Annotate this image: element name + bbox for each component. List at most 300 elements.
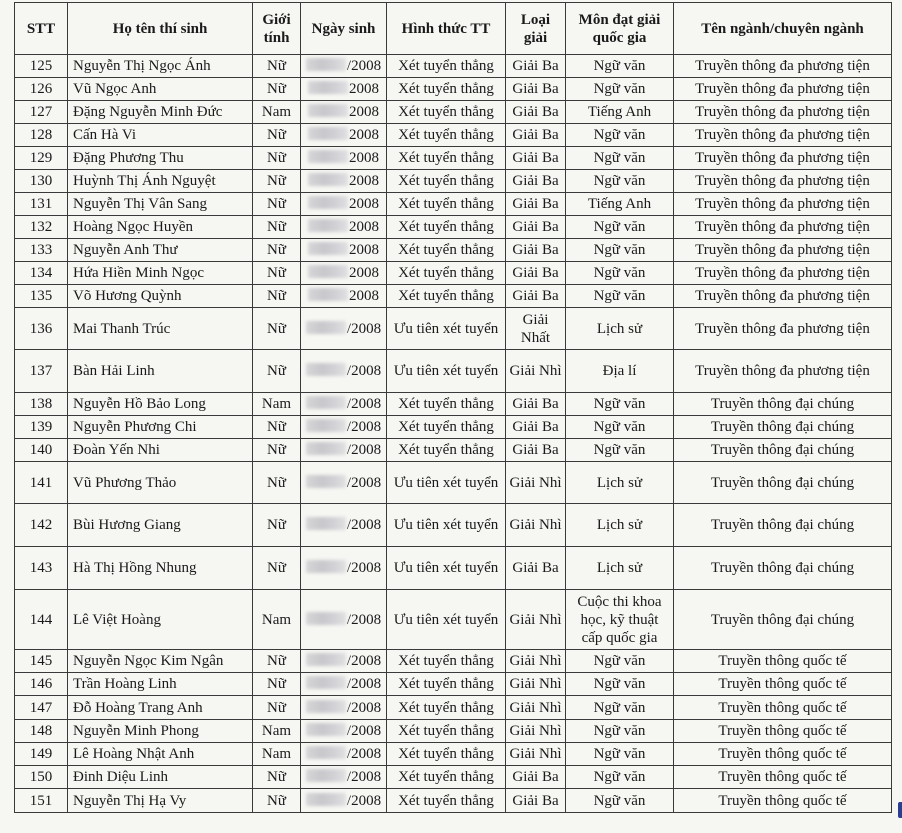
dob-year: 2008 (349, 219, 379, 235)
row-prize: Giải Nhì (506, 590, 566, 650)
row-method: Xét tuyển thẳng (387, 393, 506, 416)
row-major: Truyền thông đa phương tiện (674, 308, 892, 350)
row-dob (301, 285, 387, 308)
row-subject: Ngữ văn (566, 216, 674, 239)
table-row (15, 789, 892, 813)
row-method: Xét tuyển thẳng (387, 720, 506, 743)
redacted-date (306, 723, 346, 736)
redacted-date (306, 475, 346, 488)
row-stt: 133 (15, 239, 68, 262)
row-method: Ưu tiên xét tuyển (387, 462, 506, 504)
row-prize: Giải Ba (506, 124, 566, 147)
header-gender: Giới tính (253, 3, 301, 55)
row-gender: Nữ (253, 504, 301, 547)
row-method: Xét tuyển thẳng (387, 285, 506, 308)
table-row (15, 547, 892, 590)
row-dob (301, 78, 387, 101)
row-prize: Giải Ba (506, 547, 566, 590)
row-prize: Giải Nhì (506, 504, 566, 547)
redacted-date (308, 242, 348, 255)
redacted-date (308, 127, 348, 140)
row-method: Xét tuyển thẳng (387, 239, 506, 262)
row-subject: Ngữ văn (566, 743, 674, 766)
header-name: Họ tên thí sinh (68, 3, 253, 55)
row-name: Nguyễn Phương Chi (68, 416, 253, 439)
row-stt: 142 (15, 504, 68, 547)
row-prize: Giải Nhất (506, 308, 566, 350)
row-major: Truyền thông quốc tế (674, 789, 892, 813)
row-prize: Giải Ba (506, 789, 566, 813)
row-prize: Giải Ba (506, 239, 566, 262)
row-dob (301, 239, 387, 262)
row-subject: Ngữ văn (566, 170, 674, 193)
row-prize: Giải Ba (506, 147, 566, 170)
row-subject: Tiếng Anh (566, 101, 674, 124)
row-major: Truyền thông đa phương tiện (674, 262, 892, 285)
row-method: Xét tuyển thẳng (387, 416, 506, 439)
row-stt: 145 (15, 650, 68, 673)
row-method: Ưu tiên xét tuyển (387, 504, 506, 547)
redacted-date (306, 700, 346, 713)
row-name: Hứa Hiền Minh Ngọc (68, 262, 253, 285)
row-prize: Giải Nhì (506, 696, 566, 720)
dob-year: /2008 (346, 419, 382, 435)
redacted-date (306, 517, 346, 530)
dob-year: /2008 (346, 653, 382, 669)
row-name: Trần Hoàng Linh (68, 673, 253, 696)
row-dob (301, 439, 387, 462)
row-stt: 135 (15, 285, 68, 308)
row-subject: Ngữ văn (566, 650, 674, 673)
row-prize: Giải Nhì (506, 350, 566, 393)
row-gender: Nữ (253, 239, 301, 262)
row-stt: 140 (15, 439, 68, 462)
row-gender: Nữ (253, 439, 301, 462)
redacted-date (306, 321, 346, 334)
redacted-date (308, 81, 348, 94)
row-gender: Nữ (253, 170, 301, 193)
row-prize: Giải Nhì (506, 650, 566, 673)
row-stt: 144 (15, 590, 68, 650)
row-major: Truyền thông đa phương tiện (674, 147, 892, 170)
row-prize: Giải Ba (506, 285, 566, 308)
dob-year: /2008 (346, 746, 382, 762)
row-major: Truyền thông quốc tế (674, 743, 892, 766)
row-gender: Nữ (253, 193, 301, 216)
dob-year: /2008 (346, 699, 382, 716)
dob-year: 2008 (349, 104, 379, 120)
row-major: Truyền thông quốc tế (674, 650, 892, 673)
table-row (15, 590, 892, 650)
row-dob (301, 766, 387, 789)
redacted-date (306, 560, 346, 573)
row-stt: 136 (15, 308, 68, 350)
dob-year: /2008 (346, 442, 382, 458)
row-prize: Giải Ba (506, 766, 566, 789)
row-gender: Nữ (253, 308, 301, 350)
redacted-date (308, 288, 348, 301)
row-prize: Giải Nhì (506, 462, 566, 504)
table-row (15, 650, 892, 673)
row-prize: Giải Ba (506, 78, 566, 101)
table-row (15, 504, 892, 547)
redacted-date (306, 653, 346, 666)
row-dob (301, 590, 387, 650)
table-body (15, 55, 892, 813)
redacted-date (308, 265, 348, 278)
redacted-date (306, 396, 346, 409)
row-gender: Nữ (253, 416, 301, 439)
row-gender: Nữ (253, 147, 301, 170)
table-row (15, 308, 892, 350)
row-prize: Giải Ba (506, 262, 566, 285)
table-row (15, 101, 892, 124)
redacted-date (306, 793, 346, 806)
row-stt: 139 (15, 416, 68, 439)
row-dob (301, 416, 387, 439)
row-prize: Giải Nhì (506, 720, 566, 743)
dob-year: /2008 (346, 792, 382, 809)
row-method: Ưu tiên xét tuyển (387, 547, 506, 590)
dob-year: /2008 (346, 723, 382, 739)
row-stt: 134 (15, 262, 68, 285)
row-method: Xét tuyển thẳng (387, 101, 506, 124)
row-name: Nguyễn Thị Hạ Vy (68, 789, 253, 813)
row-dob (301, 673, 387, 696)
row-method: Ưu tiên xét tuyển (387, 350, 506, 393)
row-dob (301, 547, 387, 590)
row-major: Truyền thông đa phương tiện (674, 170, 892, 193)
row-gender: Nữ (253, 350, 301, 393)
row-major: Truyền thông đại chúng (674, 547, 892, 590)
row-name: Võ Hương Quỳnh (68, 285, 253, 308)
table-row (15, 350, 892, 393)
row-dob (301, 193, 387, 216)
row-major: Truyền thông đa phương tiện (674, 101, 892, 124)
redacted-date (308, 150, 348, 163)
row-major: Truyền thông đại chúng (674, 462, 892, 504)
row-method: Xét tuyển thẳng (387, 124, 506, 147)
row-name: Đặng Phương Thu (68, 147, 253, 170)
row-dob (301, 696, 387, 720)
row-gender: Nữ (253, 55, 301, 78)
row-subject: Ngữ văn (566, 720, 674, 743)
row-dob (301, 147, 387, 170)
table-row (15, 78, 892, 101)
header-subject: Môn đạt giải quốc gia (566, 3, 674, 55)
row-gender: Nữ (253, 673, 301, 696)
row-dob (301, 393, 387, 416)
row-subject: Địa lí (566, 350, 674, 393)
row-stt: 143 (15, 547, 68, 590)
row-name: Nguyễn Thị Vân Sang (68, 193, 253, 216)
table-row (15, 462, 892, 504)
row-stt: 130 (15, 170, 68, 193)
row-major: Truyền thông quốc tế (674, 696, 892, 720)
row-dob (301, 55, 387, 78)
row-gender: Nam (253, 743, 301, 766)
table-row (15, 696, 892, 720)
redacted-date (306, 746, 346, 759)
row-subject: Ngữ văn (566, 416, 674, 439)
row-subject: Lịch sử (566, 547, 674, 590)
row-subject: Tiếng Anh (566, 193, 674, 216)
row-subject: Ngữ văn (566, 789, 674, 813)
dob-year: /2008 (346, 611, 382, 628)
row-gender: Nữ (253, 547, 301, 590)
row-method: Xét tuyển thẳng (387, 743, 506, 766)
row-stt: 146 (15, 673, 68, 696)
row-gender: Nữ (253, 78, 301, 101)
row-method: Xét tuyển thẳng (387, 262, 506, 285)
row-major: Truyền thông quốc tế (674, 673, 892, 696)
table-row (15, 239, 892, 262)
row-stt: 149 (15, 743, 68, 766)
row-name: Bàn Hải Linh (68, 350, 253, 393)
dob-year: /2008 (346, 769, 382, 785)
row-prize: Giải Ba (506, 393, 566, 416)
row-name: Vũ Phương Thảo (68, 462, 253, 504)
row-gender: Nữ (253, 285, 301, 308)
row-stt: 129 (15, 147, 68, 170)
dob-year: 2008 (349, 265, 379, 281)
row-subject: Ngữ văn (566, 124, 674, 147)
row-name: Nguyễn Minh Phong (68, 720, 253, 743)
row-method: Xét tuyển thẳng (387, 78, 506, 101)
row-major: Truyền thông đa phương tiện (674, 285, 892, 308)
row-stt: 137 (15, 350, 68, 393)
row-method: Xét tuyển thẳng (387, 650, 506, 673)
row-subject: Lịch sử (566, 462, 674, 504)
dob-year: 2008 (349, 288, 379, 304)
row-major: Truyền thông đa phương tiện (674, 124, 892, 147)
row-prize: Giải Ba (506, 416, 566, 439)
header-major: Tên ngành/chuyên ngành (674, 3, 892, 55)
table-row (15, 216, 892, 239)
header-method: Hình thức TT (387, 3, 506, 55)
row-gender: Nữ (253, 696, 301, 720)
dob-year: /2008 (346, 363, 382, 379)
table-row (15, 262, 892, 285)
row-dob (301, 504, 387, 547)
row-method: Xét tuyển thẳng (387, 673, 506, 696)
row-prize: Giải Ba (506, 439, 566, 462)
row-gender: Nữ (253, 262, 301, 285)
row-name: Cấn Hà Vi (68, 124, 253, 147)
dob-year: 2008 (349, 81, 379, 97)
table-row (15, 720, 892, 743)
row-prize: Giải Nhì (506, 673, 566, 696)
row-name: Đoàn Yến Nhi (68, 439, 253, 462)
dob-year: /2008 (346, 676, 382, 692)
row-dob (301, 216, 387, 239)
row-major: Truyền thông đại chúng (674, 416, 892, 439)
row-name: Đinh Diệu Linh (68, 766, 253, 789)
row-stt: 126 (15, 78, 68, 101)
row-stt: 150 (15, 766, 68, 789)
row-subject: Cuộc thi khoa học, kỹ thuật cấp quốc gia (566, 590, 674, 650)
row-gender: Nữ (253, 650, 301, 673)
header-prize: Loại giải (506, 3, 566, 55)
row-method: Xét tuyển thẳng (387, 55, 506, 78)
row-stt: 151 (15, 789, 68, 813)
row-major: Truyền thông đa phương tiện (674, 350, 892, 393)
dob-year: /2008 (346, 517, 382, 533)
dob-year: 2008 (349, 196, 379, 212)
row-method: Xét tuyển thẳng (387, 789, 506, 813)
row-subject: Ngữ văn (566, 673, 674, 696)
row-stt: 125 (15, 55, 68, 78)
row-subject: Ngữ văn (566, 285, 674, 308)
redacted-date (308, 104, 348, 117)
redacted-date (306, 676, 346, 689)
row-major: Truyền thông quốc tế (674, 720, 892, 743)
redacted-date (306, 442, 346, 455)
row-major: Truyền thông đại chúng (674, 504, 892, 547)
row-gender: Nữ (253, 462, 301, 504)
row-dob (301, 350, 387, 393)
table-row (15, 393, 892, 416)
row-stt: 147 (15, 696, 68, 720)
redacted-date (306, 769, 346, 782)
row-subject: Ngữ văn (566, 766, 674, 789)
dob-year: /2008 (346, 560, 382, 576)
header-stt: STT (15, 3, 68, 55)
row-prize: Giải Ba (506, 216, 566, 239)
row-method: Xét tuyển thẳng (387, 696, 506, 720)
row-major: Truyền thông đa phương tiện (674, 55, 892, 78)
row-dob (301, 650, 387, 673)
row-dob (301, 101, 387, 124)
row-stt: 132 (15, 216, 68, 239)
row-name: Nguyễn Thị Ngọc Ánh (68, 55, 253, 78)
row-name: Đặng Nguyễn Minh Đức (68, 101, 253, 124)
row-subject: Ngữ văn (566, 439, 674, 462)
row-stt: 127 (15, 101, 68, 124)
row-gender: Nữ (253, 789, 301, 813)
table-row (15, 124, 892, 147)
redacted-date (308, 219, 348, 232)
redacted-date (308, 173, 348, 186)
redacted-date (308, 196, 348, 209)
row-gender: Nam (253, 590, 301, 650)
row-major: Truyền thông quốc tế (674, 766, 892, 789)
row-prize: Giải Ba (506, 193, 566, 216)
edge-mark (898, 802, 902, 818)
row-method: Xét tuyển thẳng (387, 216, 506, 239)
row-method: Xét tuyển thẳng (387, 439, 506, 462)
table-row (15, 673, 892, 696)
dob-year: 2008 (349, 173, 379, 189)
row-major: Truyền thông đa phương tiện (674, 239, 892, 262)
row-gender: Nữ (253, 766, 301, 789)
row-major: Truyền thông đa phương tiện (674, 216, 892, 239)
row-subject: Ngữ văn (566, 147, 674, 170)
table-row (15, 170, 892, 193)
row-name: Bùi Hương Giang (68, 504, 253, 547)
row-stt: 141 (15, 462, 68, 504)
row-dob (301, 170, 387, 193)
row-method: Xét tuyển thẳng (387, 766, 506, 789)
row-subject: Ngữ văn (566, 78, 674, 101)
row-dob (301, 462, 387, 504)
row-name: Đỗ Hoàng Trang Anh (68, 696, 253, 720)
dob-year: /2008 (346, 396, 382, 412)
row-gender: Nam (253, 720, 301, 743)
row-dob (301, 720, 387, 743)
row-subject: Ngữ văn (566, 55, 674, 78)
row-subject: Ngữ văn (566, 262, 674, 285)
row-method: Ưu tiên xét tuyển (387, 308, 506, 350)
header-dob: Ngày sinh (301, 3, 387, 55)
row-subject: Ngữ văn (566, 393, 674, 416)
row-stt: 131 (15, 193, 68, 216)
dob-year: /2008 (346, 320, 382, 337)
row-major: Truyền thông đa phương tiện (674, 193, 892, 216)
table-row (15, 439, 892, 462)
row-gender: Nữ (253, 124, 301, 147)
row-subject: Lịch sử (566, 504, 674, 547)
redacted-date (306, 363, 346, 376)
row-method: Ưu tiên xét tuyển (387, 590, 506, 650)
row-stt: 148 (15, 720, 68, 743)
row-name: Nguyễn Ngọc Kim Ngân (68, 650, 253, 673)
header-row (15, 3, 892, 55)
row-name: Lê Việt Hoàng (68, 590, 253, 650)
row-subject: Ngữ văn (566, 696, 674, 720)
row-dob (301, 308, 387, 350)
row-gender: Nam (253, 393, 301, 416)
row-major: Truyền thông đại chúng (674, 393, 892, 416)
row-stt: 128 (15, 124, 68, 147)
dob-year: /2008 (346, 58, 382, 74)
redacted-date (306, 58, 346, 71)
redacted-date (306, 612, 346, 625)
row-method: Xét tuyển thẳng (387, 147, 506, 170)
row-prize: Giải Nhì (506, 743, 566, 766)
dob-year: 2008 (349, 127, 379, 143)
row-name: Hà Thị Hồng Nhung (68, 547, 253, 590)
candidate-table (14, 2, 892, 813)
row-prize: Giải Ba (506, 170, 566, 193)
row-gender: Nữ (253, 216, 301, 239)
row-prize: Giải Ba (506, 101, 566, 124)
row-name: Vũ Ngọc Anh (68, 78, 253, 101)
table-row (15, 416, 892, 439)
table-row (15, 193, 892, 216)
row-dob (301, 262, 387, 285)
table-row (15, 766, 892, 789)
dob-year: 2008 (349, 242, 379, 258)
row-name: Nguyễn Hồ Bảo Long (68, 393, 253, 416)
row-dob (301, 124, 387, 147)
row-major: Truyền thông đại chúng (674, 590, 892, 650)
dob-year: /2008 (346, 474, 382, 491)
row-subject: Lịch sử (566, 308, 674, 350)
row-major: Truyền thông đại chúng (674, 439, 892, 462)
row-method: Xét tuyển thẳng (387, 170, 506, 193)
row-name: Hoàng Ngọc Huyền (68, 216, 253, 239)
row-dob (301, 789, 387, 813)
row-stt: 138 (15, 393, 68, 416)
row-subject: Ngữ văn (566, 239, 674, 262)
table-row (15, 285, 892, 308)
row-gender: Nam (253, 101, 301, 124)
table-row (15, 55, 892, 78)
row-dob (301, 743, 387, 766)
row-name: Huỳnh Thị Ánh Nguyệt (68, 170, 253, 193)
dob-year: 2008 (349, 150, 379, 166)
